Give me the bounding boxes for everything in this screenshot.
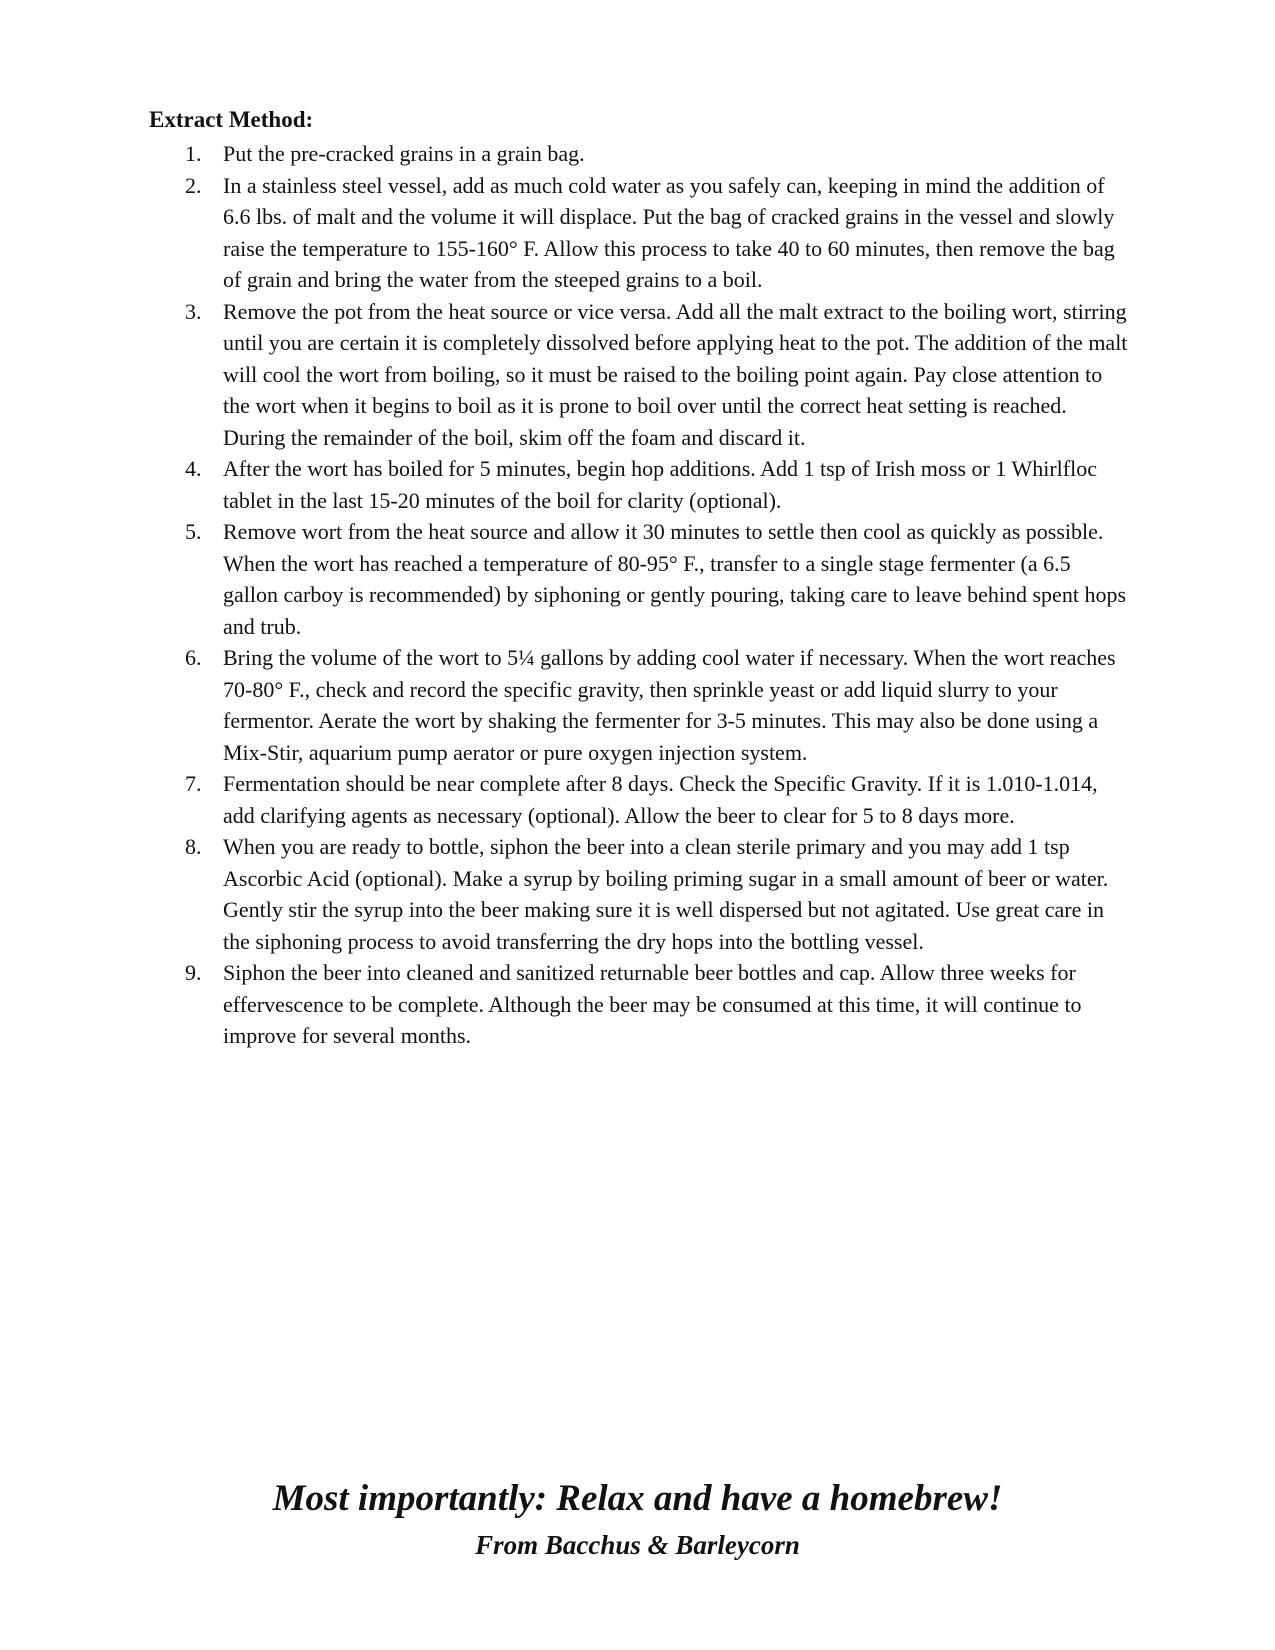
step-item [149,138,1129,170]
step-number: 7. [185,771,202,796]
step-item [149,768,1129,831]
steps-list [149,138,1129,1052]
step-text: Siphon the beer into cleaned and sanitized returnable beer bottles and cap. Allow three weeks for effervescence to be complete. Although the beer may be consumed at this time, it will continue to improve for several months. [223,960,1082,1048]
step-item [149,296,1129,454]
step-item [149,453,1129,516]
step-text: When you are ready to bottle, siphon the beer into a clean sterile primary and you may add 1 tsp Ascorbic Acid (optional). Make a syrup by boiling priming sugar in a small amount of beer or water. Gently stir the syrup into the beer making sure it is well dispersed but not agitated. Use great care in the siphoning process to avoid transferring the dry hops into the bottling vessel. [223,834,1109,954]
step-number: 3. [185,298,202,324]
step-text: Remove the pot from the heat source or vice versa. Add all the malt extract to the boiling wort, stirring until you are certain it is completely dissolved before applying heat to the pot. The addition of the malt will cool the wort from boiling, so it must be raised to the boiling point again. Pay close attention to the wort when it begins to boil as it is prone to boil over until the correct heat setting is reached. During the remainder of the boil, skim off the foam and discard it. [223,298,1128,450]
step-text: Bring the volume of the wort to 5¼ gallons by adding cool water if necessary. When the wort reaches 70-80° F., check and record the specific gravity, then sprinkle yeast or add liquid slurry to your fermentor. Aerate the wort by shaking the fermenter for 3-5 minutes. This may also be done using a Mix-Stir, aquarium pump aerator or pure oxygen injection system. [223,645,1116,765]
step-text: Fermentation should be near complete after 8 days. Check the Specific Gravity. If it is 1.010-1.014, add clarifying agents as necessary (optional). Allow the beer to clear for 5 to 8 days more. [223,771,1098,828]
step-number: 4. [185,456,202,481]
step-number: 2. [185,172,202,198]
step-number: 6. [185,645,202,670]
step-item [149,831,1129,957]
step-number: 9. [185,960,202,985]
step-item [149,516,1129,642]
footer-tagline: Most importantly: Relax and have a homebrew! [272,1478,1003,1519]
step-text: In a stainless steel vessel, add as much cold water as you safely can, keeping in mind the addition of 6.6 lbs. of malt and the volume it will displace. Put the bag of cracked grains in the vessel and slowly raise the temperature to 155-160° F. Allow this process to take 40 to 60 minutes, then remove the bag of grain and bring the water from the steeped grains to a boil. [223,172,1115,292]
step-text: Put the pre-cracked grains in a grain bag. [223,141,585,166]
step-number: 8. [185,834,202,859]
step-number: 5. [185,519,202,544]
step-text: Remove wort from the heat source and allow it 30 minutes to settle then cool as quickly as possible. When the wort has reached a temperature of 80-95° F., transfer to a single stage fermenter (a 6.5 gallon carboy is recommended) by siphoning or gently pouring, taking care to leave behind spent hops and trub. [223,519,1126,639]
section-heading: Extract Method: [149,107,314,132]
step-item [149,170,1129,296]
step-text: After the wort has boiled for 5 minutes, begin hop additions. Add 1 tsp of Irish moss or 1 Whirlfloc tablet in the last 15-20 minutes of the boil for clarity (optional). [223,456,1097,513]
step-item [149,957,1129,1052]
step-item [149,642,1129,768]
step-number: 1. [185,141,202,166]
footer-source: From Bacchus & Barleycorn [475,1530,800,1560]
